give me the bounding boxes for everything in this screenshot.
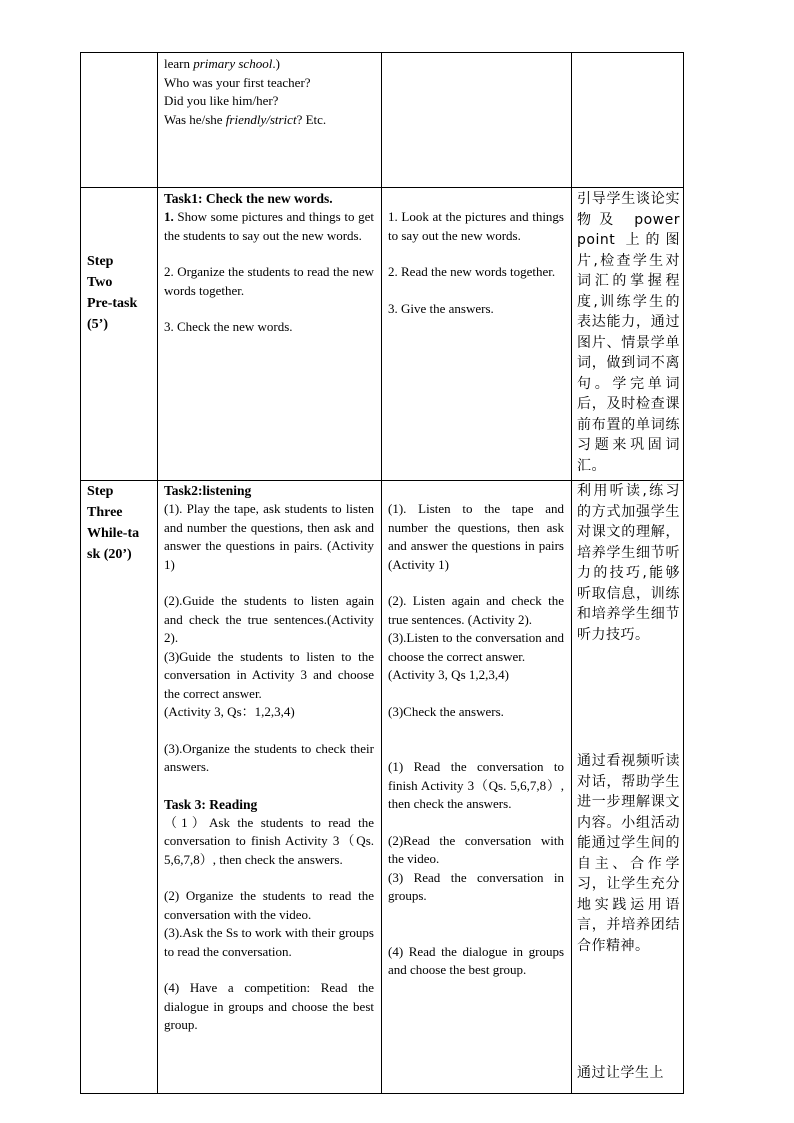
task3-title: Task 3: Reading	[164, 796, 258, 812]
task1-item-3: 3. Check the new words.	[164, 319, 293, 334]
reading-step-2: (2) Organize the students to read the conversation with the video.	[164, 888, 374, 922]
listening-step-3: (3)Guide the students to listen to the conversation in Activity 3 and choose the correct answer.	[164, 648, 374, 701]
student-item-1: 1. Look at the pictures and things to say out the new words.	[388, 209, 564, 243]
student-reading-1: (1) Read the conversation to finish Activity 3（Qs. 5,6,7,8）, then check the answers.	[388, 759, 564, 811]
student-listening-4: (3)Check the answers.	[388, 703, 504, 719]
listening-step-2: (2).Guide the students to listen again and check the true sentences.(Activity 2).	[164, 593, 374, 645]
step-three-label: Step Three While-ta sk (20’)	[87, 484, 140, 562]
student-reading-4: (4) Read the dialogue in groups and choose the best group.	[388, 943, 564, 977]
column-divider	[571, 53, 572, 1093]
listening-step-1: (1). Play the tape, ask students to listen and number the questions, then ask and answer the questions in pairs. (Activity 1)	[164, 501, 374, 572]
warmup-line-2: Who was your first teacher?	[164, 74, 311, 90]
reading-step-4: (4) Have a competition: Read the dialogue in groups and choose the best group.	[164, 980, 374, 1032]
task1-title: Task1: Check the new words.	[164, 191, 333, 206]
step-three-teacher-activity	[164, 481, 374, 1035]
row0-teacher-cell	[164, 55, 374, 129]
warmup-line-4: Was he/she friendly/strict? Etc.	[164, 111, 327, 127]
column-divider	[381, 53, 382, 1093]
step-three-purpose-continued: 通过让学生上	[577, 1065, 664, 1081]
row-divider	[81, 187, 683, 188]
lesson-plan-table	[80, 52, 684, 1094]
student-listening-2: (2). Listen again and check the true sentences. (Activity 2).	[388, 593, 564, 627]
step-three-purpose-reading: 通过看视频听读对话，帮助学生进一步理解课文内容。小组活动能通过学生间的自主、合作学习，让学生充分地实践运用语言，并培养团结合作精神。	[577, 753, 680, 954]
reading-step-1: （1）Ask the students to read the conversation to finish Activity 3（Qs. 5,6,7,8）, then check the answers.	[164, 814, 374, 867]
step-three-purpose-listening: 利用听读,练习的方式加强学生对课文的理解，培养学生细节听力的技巧,能够听取信息，训练和培养学生细节听力技巧。	[577, 483, 680, 643]
warmup-line-1: learn primary school.)	[164, 56, 280, 71]
student-listening-3b: (Activity 3, Qs 1,2,3,4)	[388, 667, 509, 682]
step-two-label: Step Two Pre-task (5’)	[87, 254, 138, 332]
student-reading-2: (2)Read the conversation with the video.	[388, 832, 564, 866]
step-three-student-activity	[388, 500, 564, 980]
task2-title: Task2:listening	[164, 483, 252, 498]
column-divider	[157, 53, 158, 1093]
student-item-3: 3. Give the answers.	[388, 300, 494, 316]
listening-step-3b: (Activity 3, Qs：1,2,3,4)	[164, 704, 295, 719]
step-two-purpose: 引导学生谈论实物及 power point 上的图片,检查学生对词汇的掌握程度,训练学生的表达能力，通过图片、情景学单词，做到词不离句。学完单词后，及时检查课前布置的单词练习题来巩固词汇。	[577, 191, 680, 474]
reading-step-3: (3).Ask the Ss to work with their groups to read the conversation.	[164, 925, 374, 959]
listening-step-4: (3).Organize the students to check their answers.	[164, 740, 374, 774]
step-two-student-activity	[388, 208, 564, 318]
task1-item-1: 1. Show some pictures and things to get the students to say out the new words.	[164, 209, 374, 243]
step-two-teacher-activity	[164, 189, 374, 337]
warmup-line-3: Did you like him/her?	[164, 93, 279, 108]
student-item-2: 2. Read the new words together.	[388, 264, 556, 279]
student-listening-3: (3).Listen to the conversation and choose the correct answer.	[388, 630, 564, 664]
student-listening-1: (1). Listen to the tape and number the questions, then ask and answer the questions in pairs (Activity 1)	[388, 501, 564, 572]
student-reading-3: (3) Read the conversation in groups.	[388, 869, 564, 903]
task1-item-2: 2. Organize the students to read the new words together.	[164, 264, 374, 298]
